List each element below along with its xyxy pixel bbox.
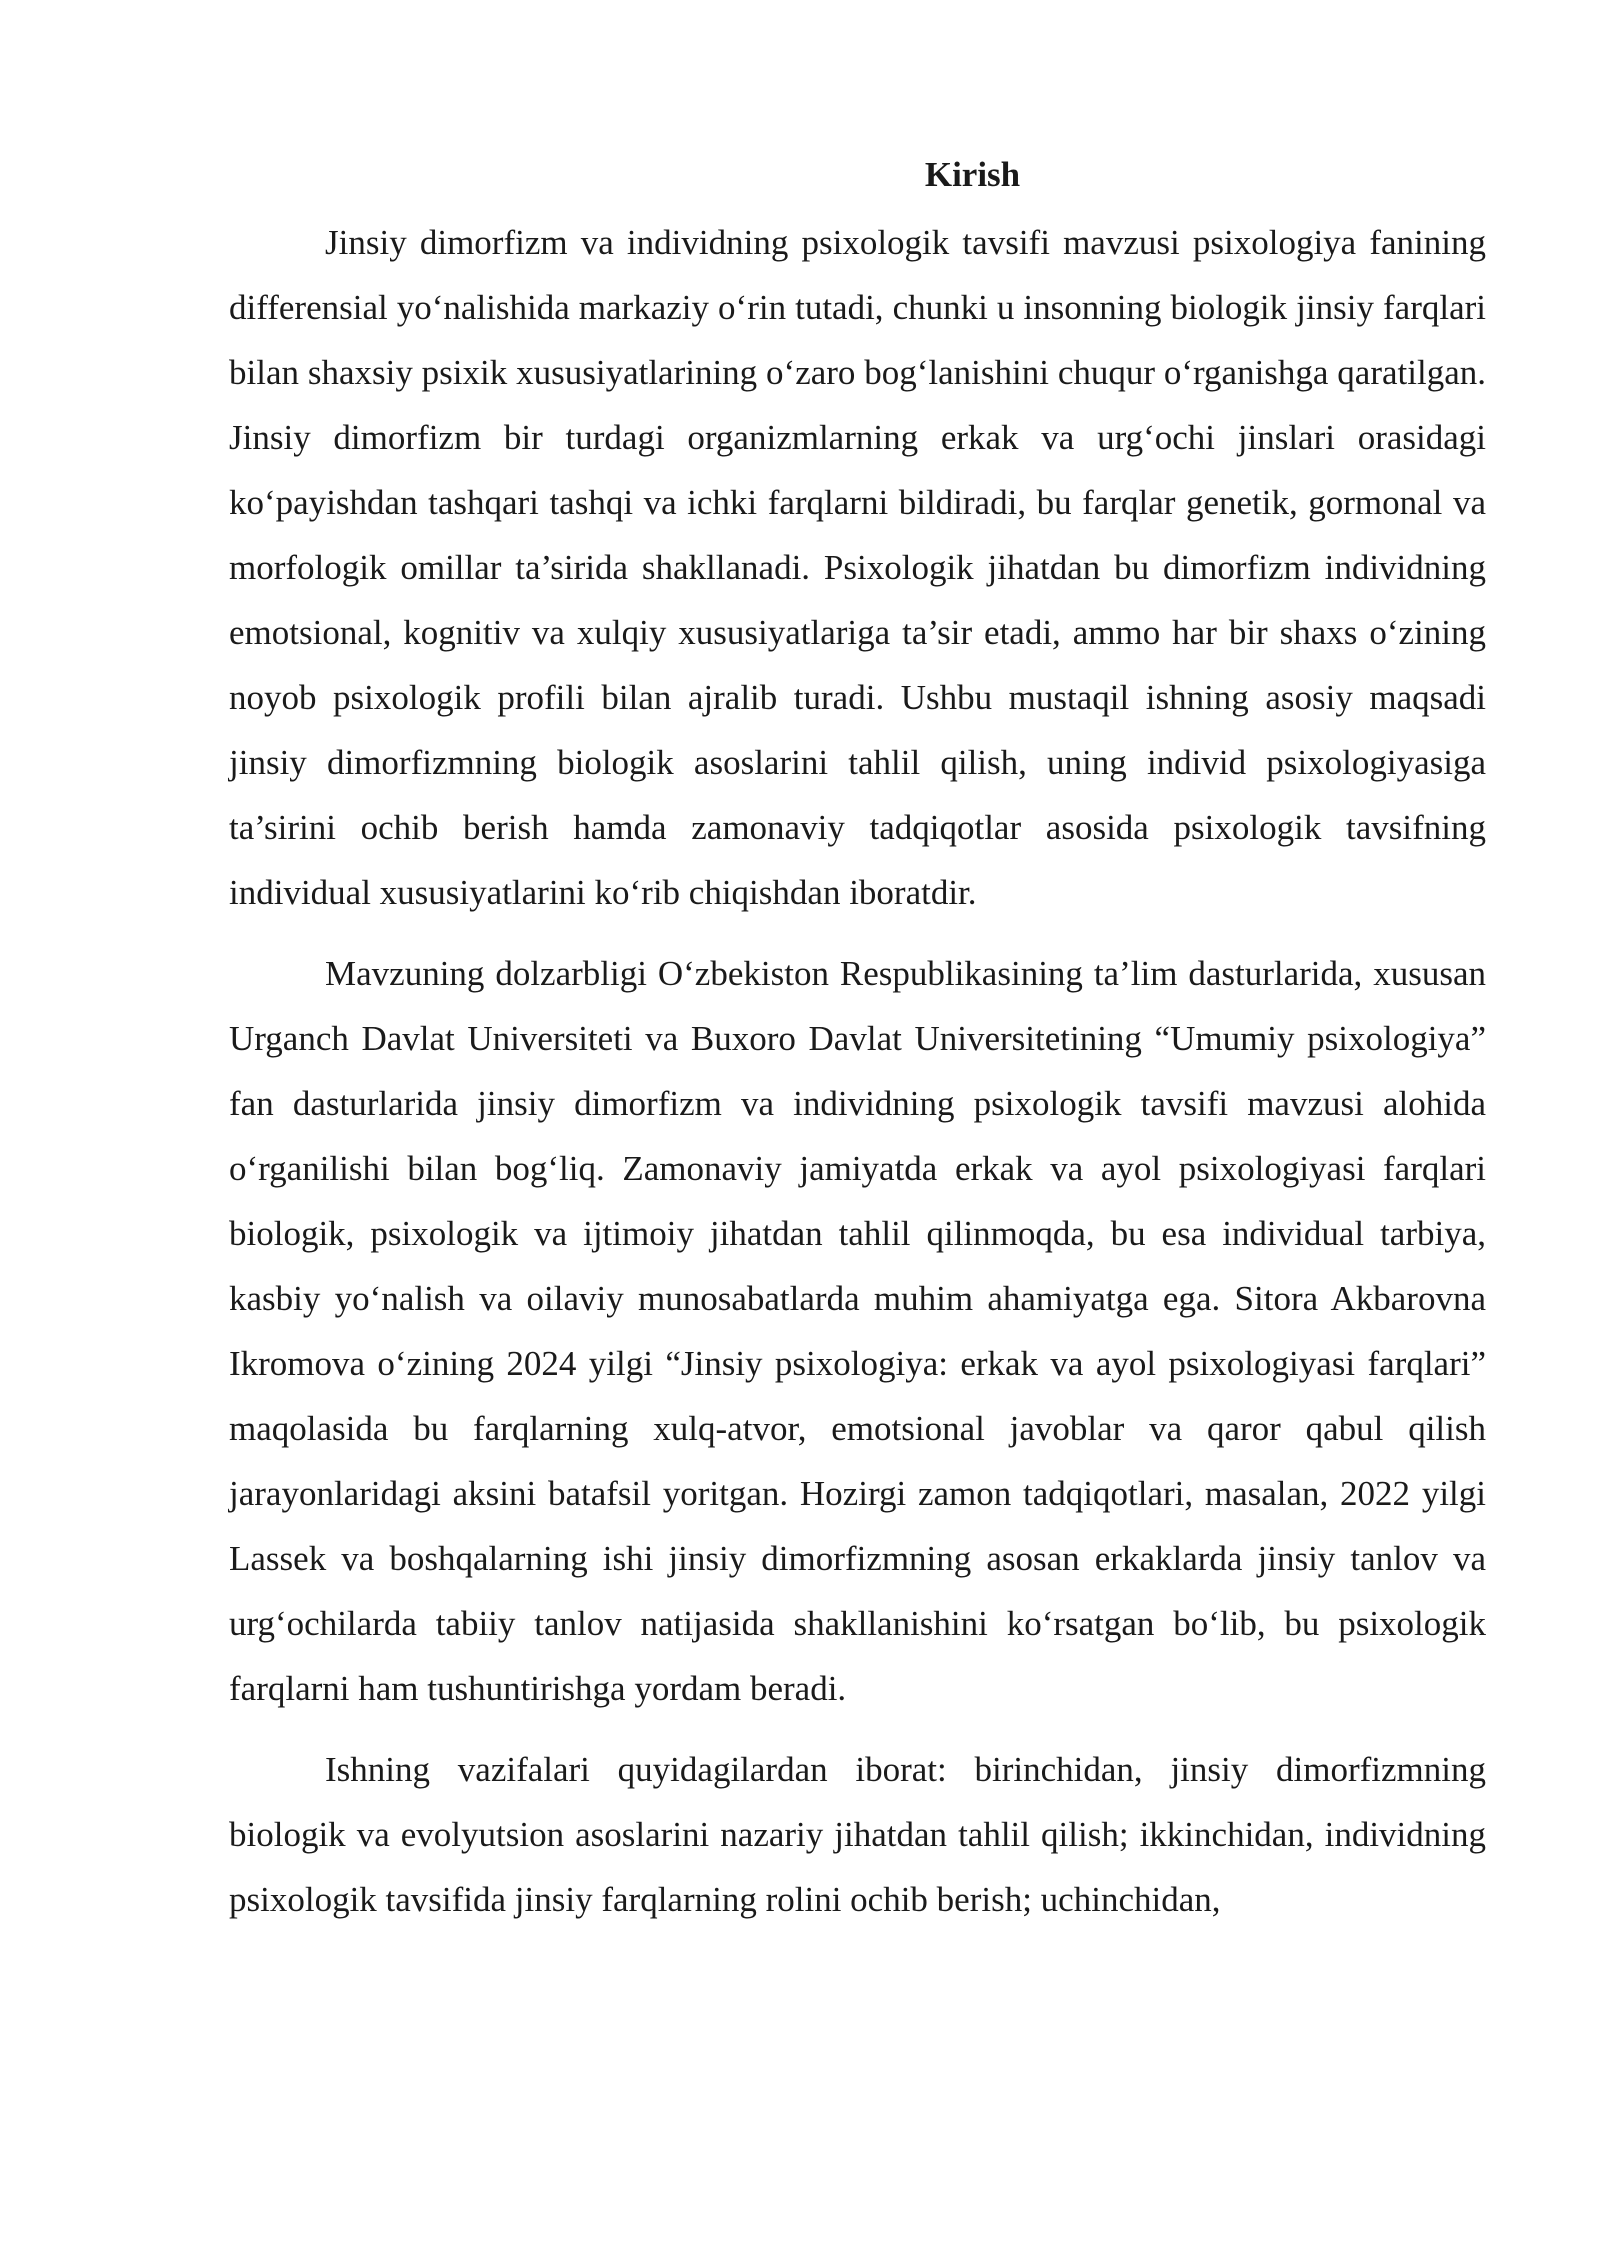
paragraph-relevance: Mavzuning dolzarbligi O‘zbekiston Respublikasining ta’lim dasturlarida, xususan Urganch Davlat Universiteti va Buxoro Davlat Universitetining “Umumiy psixologiya” fan dasturlarida jinsiy dimorfizm va individning psixologik tavsifi mavzusi alohida o‘rganilishi bilan bog‘liq. Zamonaviy jamiyatda erkak va ayol psixologiyasi farqlari biologik, psixologik va ijtimoiy jihatdan tahlil qilinmoqda, bu esa individual tarbiya, kasbiy yo‘nalish va oilaviy munosabatlarda muhim ahamiyatga ega. Sitora Akbarovna Ikromova o‘zining 2024 yilgi “Jinsiy psixologiya: erkak va ayol psixologiyasi farqlari” maqolasida bu farqlarning xulq-atvor, emotsional javoblar va qaror qabul qilish jarayonlaridagi aksini batafsil yoritgan. Hozirgi zamon tadqiqotlari, masalan, 2022 yilgi Lassek va boshqalarning ishi jinsiy dimorfizmning asosan erkaklarda jinsiy tanlov va urg‘ochilarda tabiiy tanlov natijasida shakllanishini ko‘rsatgan bo‘lib, bu psixologik farqlarni ham tushuntirishga yordam beradi. bbox=[229, 954, 1486, 1708]
document-body bbox=[229, 150, 1486, 1948]
section-title: Kirish bbox=[924, 155, 1021, 194]
paragraph-tasks: Ishning vazifalari quyidagilardan iborat: birinchidan, jinsiy dimorfizmning biologik va evolyutsion asoslarini nazariy jihatdan tahlil qilish; ikkinchidan, individning psixologik tavsifida jinsiy farqlarning rolini ochib berish; uchinchidan, bbox=[229, 1750, 1486, 1919]
paragraph-introduction: Jinsiy dimorfizm va individning psixologik tavsifi mavzusi psixologiya fanining differensial yo‘nalishida markaziy o‘rin tutadi, chunki u insonning biologik jinsiy farqlari bilan shaxsiy psixik xususiyatlarining o‘zaro bog‘lanishini chuqur o‘rganishga qaratilgan. Jinsiy dimorfizm bir turdagi organizmlarning erkak va urg‘ochi jinslari orasidagi ko‘payishdan tashqari tashqi va ichki farqlarni bildiradi, bu farqlar genetik, gormonal va morfologik omillar ta’sirida shakllanadi. Psixologik jihatdan bu dimorfizm individning emotsional, kognitiv va xulqiy xususiyatlariga ta’sir etadi, ammo har bir shaxs o‘zining noyob psixologik profili bilan ajralib turadi. Ushbu mustaqil ishning asosiy maqsadi jinsiy dimorfizmning biologik asoslarini tahlil qilish, uning individ psixologiyasiga ta’sirini ochib berish hamda zamonaviy tadqiqotlar asosida psixologik tavsifning individual xususiyatlarini ko‘rib chiqishdan iboratdir. bbox=[229, 223, 1486, 912]
